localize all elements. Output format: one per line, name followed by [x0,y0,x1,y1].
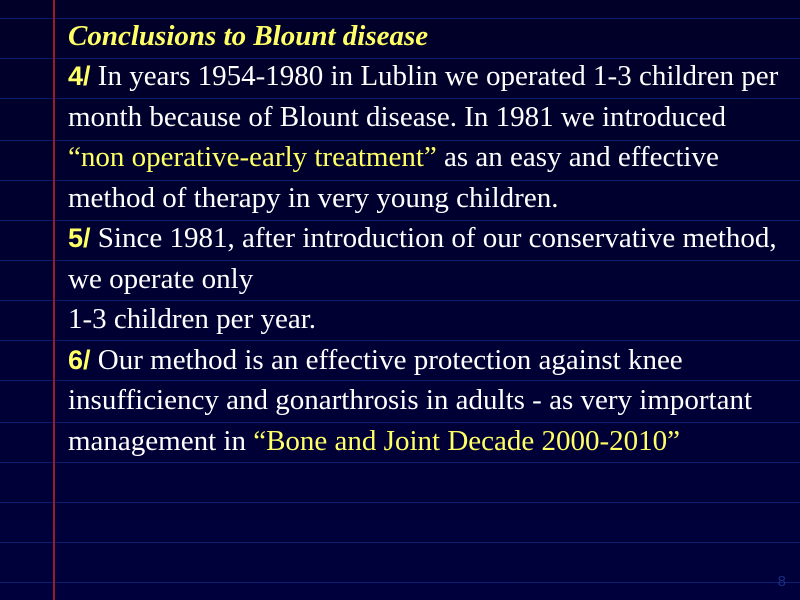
highlighted-text: “non operative-early treatment” [68,141,437,173]
slide-content [68,16,788,461]
page-number: 8 [777,573,786,590]
conclusion-6 [68,340,788,462]
grid-line [0,502,800,503]
conclusion-5 [68,218,788,340]
slide-title: Conclusions to Blount disease [68,20,429,52]
conclusion-number: 4/ [68,61,91,91]
conclusion-text: 1-3 children per year. [68,303,317,335]
highlighted-text: “Bone and Joint Decade 2000-2010” [253,424,681,457]
conclusion-number: 6/ [68,344,91,375]
grid-line [0,582,800,583]
grid-line [0,462,800,463]
conclusion-text: In years 1954-1980 in Lublin we operated 1-3 children per month because of Blount disease. In 1981 we introduced [68,60,779,133]
conclusion-number: 5/ [68,223,91,253]
grid-line [0,542,800,543]
conclusion-4 [68,56,788,218]
conclusion-text: Since 1981, after introduction of our conservative method, we operate only [68,222,777,295]
conclusion-text: as an easy and effective method of therapy in very young children. [68,141,719,214]
margin-line [53,0,55,600]
conclusion-text: Our method is an effective protection against knee insufficiency and gonarthrosis in adults - as very important management in [68,343,753,457]
